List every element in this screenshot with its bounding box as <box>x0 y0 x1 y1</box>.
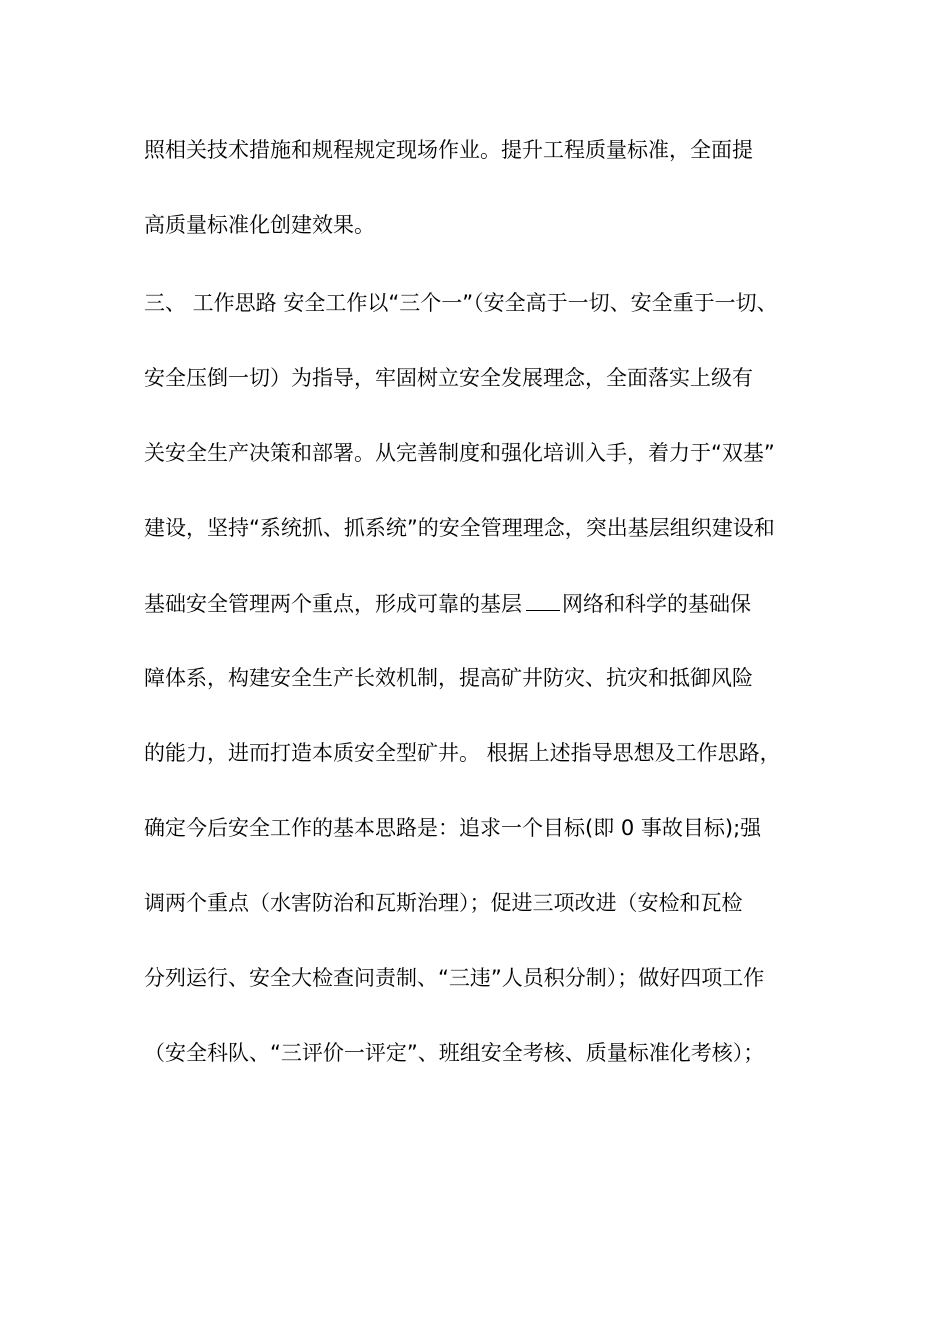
text-line-9: 的能力，进而打造本质安全型矿井。 根据上述指导思想及工作思路， <box>144 741 781 765</box>
section-heading-line: 三、 工作思路 安全工作以“三个一”（安全高于一切、安全重于一切、 <box>144 291 778 315</box>
text-line-6: 建设，坚持“系统抓、抓系统”的安全管理理念，突出基层组织建设和 <box>144 516 775 540</box>
text-line-5: 关安全生产决策和部署。从完善制度和强化培训入手，着力于“双基” <box>144 441 775 465</box>
text-line-4: 安全压倒一切）为指导，牢固树立安全发展理念，全面落实上级有 <box>144 366 753 390</box>
fill-in-blank <box>526 592 560 611</box>
text-line-7 <box>144 589 844 619</box>
text-line-10: 确定今后安全工作的基本思路是：追求一个目标(即 0 事故目标);强 <box>144 816 762 840</box>
text-line-7-part-2: 网络和科学的基础保 <box>562 592 751 616</box>
text-line-8: 障体系，构建安全生产长效机制，提高矿井防灾、抗灾和抵御风险 <box>144 666 753 690</box>
text-line-2: 高质量标准化创建效果。 <box>144 213 375 237</box>
text-line-11: 调两个重点（水害防治和瓦斯治理）；促进三项改进（安检和瓦检 <box>144 891 743 915</box>
text-line-12: 分列运行、安全大检查问责制、“三违”人员积分制）；做好四项工作 <box>144 966 765 990</box>
text-line-7-part-1: 基础安全管理两个重点，形成可靠的基层 <box>144 592 522 616</box>
text-line-13: （安全科队、“三评价一评定”、班组安全考核、质量标准化考核）； <box>144 1041 765 1065</box>
text-line-1: 照相关技术措施和规程规定现场作业。提升工程质量标准，全面提 <box>144 138 753 162</box>
